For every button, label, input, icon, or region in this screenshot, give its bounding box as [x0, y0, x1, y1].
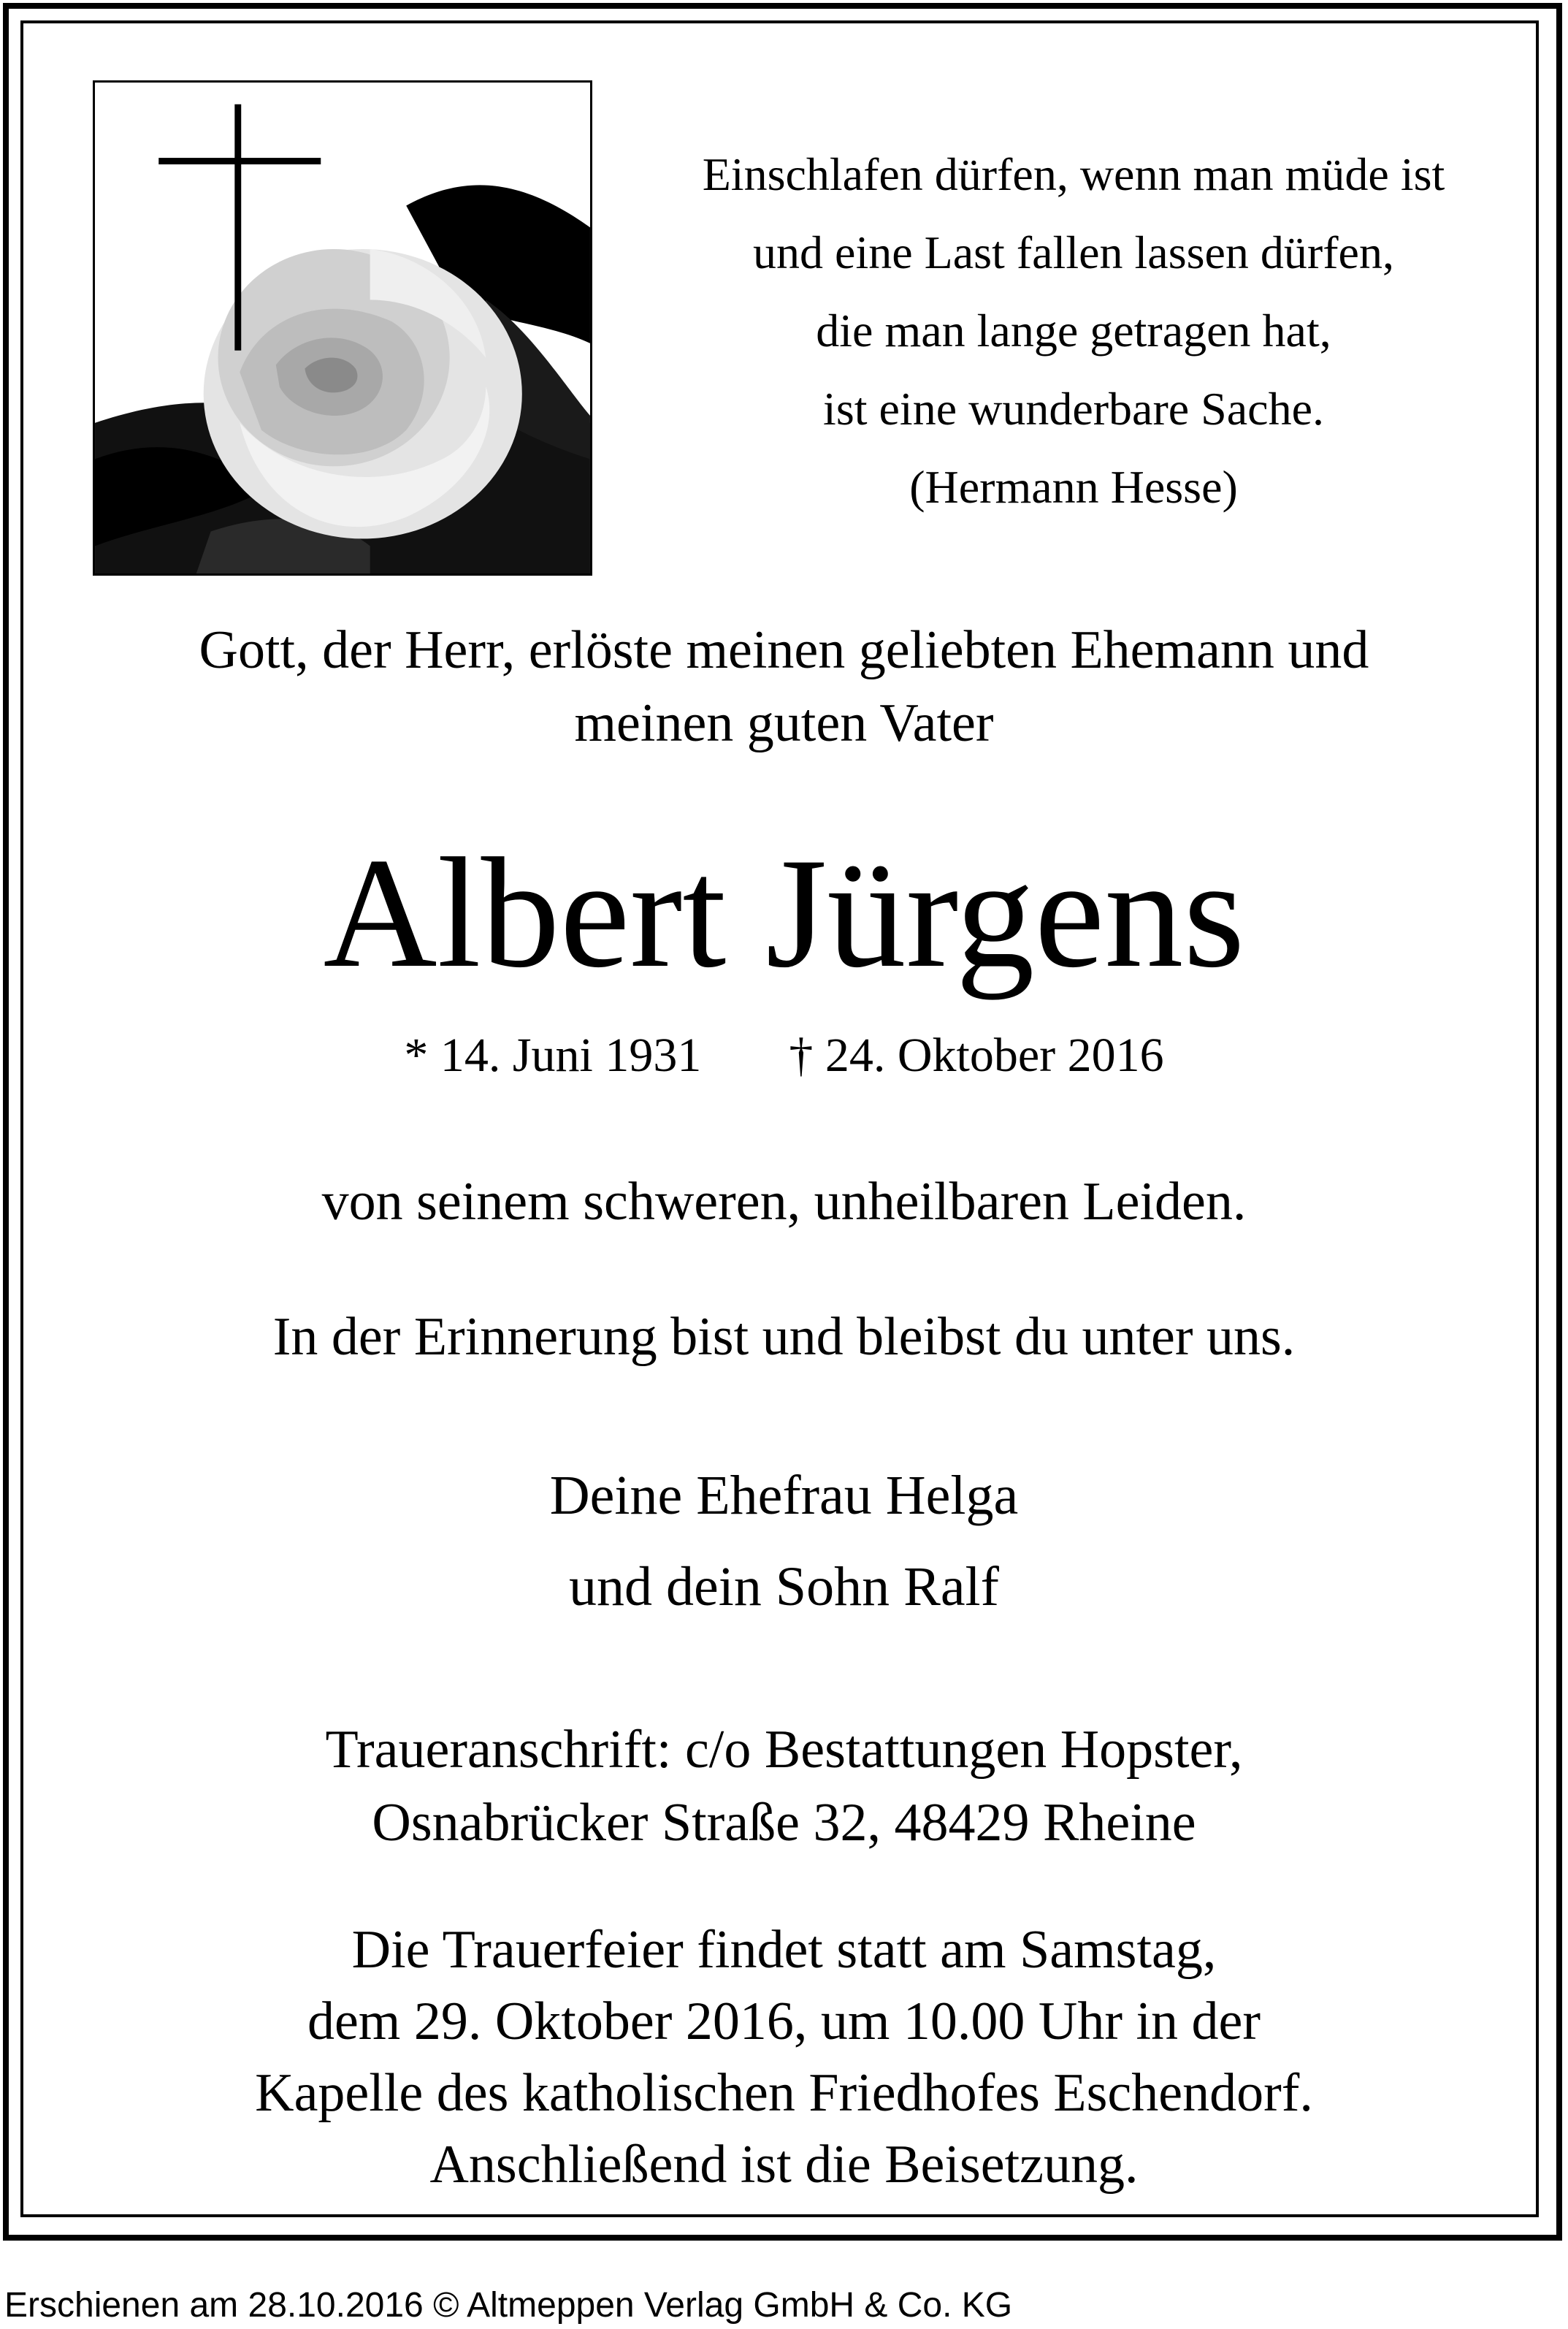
quote-line: Einschlafen dürfen, wenn man müde ist	[702, 148, 1445, 200]
address-line: Osnabrücker Straße 32, 48429 Rheine	[372, 1793, 1196, 1853]
quote-line: und eine Last fallen lassen dürfen,	[753, 226, 1394, 278]
signer-line: und dein Sohn Ralf	[569, 1556, 999, 1617]
poem-quote	[606, 135, 1541, 526]
intro-text	[44, 614, 1524, 760]
mourning-address	[44, 1713, 1524, 1859]
quote-author: (Hermann Hesse)	[909, 461, 1238, 513]
intro-line: meinen guten Vater	[574, 693, 994, 753]
life-dates	[44, 1026, 1524, 1085]
publication-footer: Erschienen am 28.10.2016 © Altmeppen Verlag GmbH & Co. KG	[4, 2286, 1013, 2325]
address-line: Traueranschrift: c/o Bestattungen Hopster,	[325, 1720, 1243, 1780]
quote-line: ist eine wunderbare Sache.	[823, 383, 1324, 435]
deceased-name: Albert Jürgens	[323, 826, 1245, 1000]
rose-photo	[93, 80, 592, 576]
ceremony-line: Anschließend ist die Beisetzung.	[429, 2135, 1139, 2195]
signer-line: Deine Ehefrau Helga	[549, 1465, 1019, 1526]
ceremony-info	[44, 1914, 1524, 2200]
birth-date: * 14. Juni 1931	[404, 1029, 702, 1082]
ceremony-line: Kapelle des katholischen Friedhofes Eschendorf.	[255, 2063, 1313, 2123]
ceremony-line: Die Trauerfeier findet statt am Samstag,	[351, 1920, 1217, 1980]
signers	[44, 1450, 1524, 1633]
death-date: † 24. Oktober 2016	[789, 1029, 1164, 1082]
ceremony-line: dem 29. Oktober 2016, um 10.00 Uhr in der	[307, 1991, 1261, 2051]
cause-text: von seinem schweren, unheilbaren Leiden.	[321, 1172, 1247, 1232]
quote-line: die man lange getragen hat,	[816, 305, 1331, 357]
intro-line: Gott, der Herr, erlöste meinen geliebten Ehemann und	[199, 620, 1369, 680]
memory-text: In der Erinnerung bist und bleibst du unter uns.	[272, 1307, 1296, 1367]
rose-image	[95, 83, 590, 573]
